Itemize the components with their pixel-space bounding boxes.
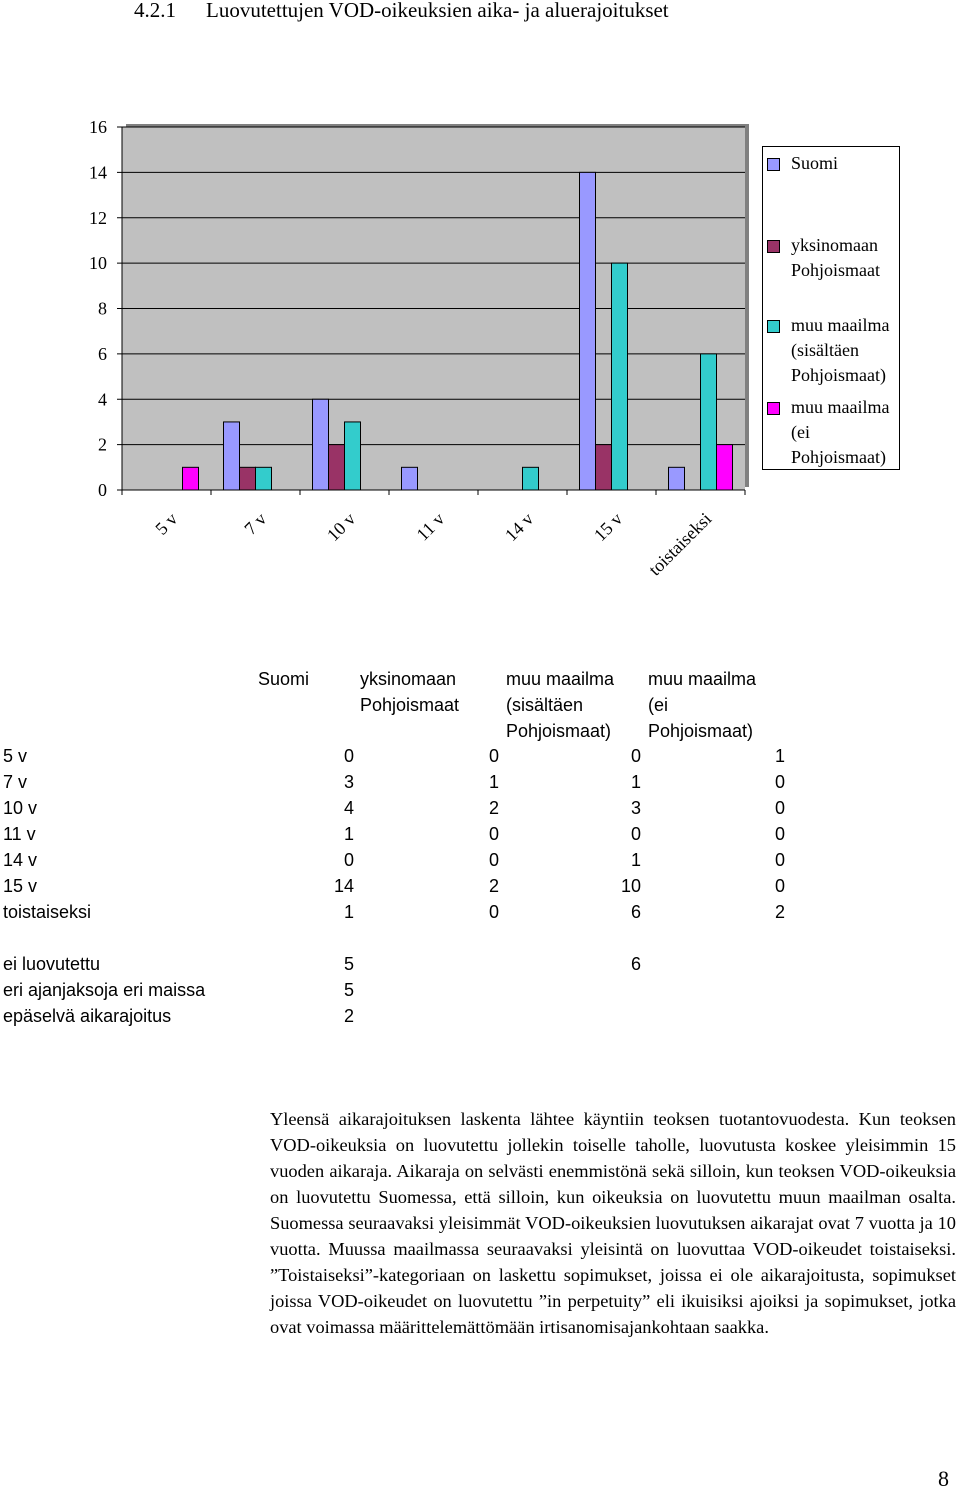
table-cell: 0 bbox=[488, 850, 499, 870]
bar bbox=[345, 422, 361, 490]
bar bbox=[523, 467, 539, 490]
bar bbox=[669, 467, 685, 490]
bar bbox=[580, 172, 596, 490]
table-cell: 1 bbox=[630, 772, 641, 792]
table-cell: 3 bbox=[343, 772, 354, 792]
bar bbox=[717, 445, 733, 490]
legend-label-line: Suomi bbox=[791, 153, 839, 173]
table-cell: 0 bbox=[488, 902, 499, 922]
column-header: muu maailma bbox=[506, 669, 615, 689]
bar bbox=[612, 263, 628, 490]
legend-label bbox=[791, 395, 901, 470]
table-cell: 2 bbox=[343, 1006, 354, 1026]
table-cell: 0 bbox=[774, 798, 785, 818]
column-header: Pohjoismaat) bbox=[506, 721, 612, 741]
y-tick-label: 14 bbox=[89, 162, 107, 183]
column-header: muu maailma bbox=[648, 669, 757, 689]
legend-label bbox=[791, 313, 901, 388]
column-header: Suomi bbox=[258, 669, 310, 689]
y-tick-label: 10 bbox=[89, 253, 107, 274]
table-cell: 0 bbox=[630, 746, 641, 766]
legend-label bbox=[791, 233, 901, 283]
table-cell: 0 bbox=[343, 746, 354, 766]
table-cell: 0 bbox=[774, 850, 785, 870]
legend-label-line: muu maailma bbox=[791, 397, 890, 417]
legend-label-line: (ei bbox=[791, 422, 810, 442]
table-cell: 1 bbox=[488, 772, 499, 792]
table-cell: 0 bbox=[488, 824, 499, 844]
y-tick-label: 16 bbox=[89, 117, 107, 137]
row-label: 11 v bbox=[3, 824, 36, 844]
column-header: yksinomaan bbox=[360, 669, 457, 689]
table-cell: 5 bbox=[343, 954, 354, 974]
x-tick-label: 7 v bbox=[240, 508, 271, 539]
legend-swatch bbox=[767, 240, 780, 253]
bar bbox=[224, 422, 240, 490]
y-tick-label: 2 bbox=[98, 434, 107, 455]
table-cell: 6 bbox=[630, 954, 641, 974]
table-cell: 0 bbox=[488, 746, 499, 766]
section-title: Luovutettujen VOD-oikeuksien aika- ja aluerajoitukset bbox=[206, 0, 669, 22]
x-tick-label: 10 v bbox=[322, 508, 360, 546]
row-label: epäselvä aikarajoitus bbox=[3, 1006, 172, 1026]
column-header: (sisältäen bbox=[506, 695, 584, 715]
legend-label-line: muu maailma bbox=[791, 315, 890, 335]
x-tick-label: toistaiseksi bbox=[644, 508, 716, 580]
table-cell: 2 bbox=[488, 798, 499, 818]
chart-legend bbox=[762, 146, 900, 470]
column-header: Pohjoismaat) bbox=[648, 721, 754, 741]
row-label: 10 v bbox=[3, 798, 38, 818]
legend-label-line: Pohjoismaat bbox=[791, 260, 880, 280]
bar bbox=[240, 467, 256, 490]
table-cell: 3 bbox=[630, 798, 641, 818]
legend-label-line: Pohjoismaat) bbox=[791, 447, 886, 467]
table-cell: 0 bbox=[774, 824, 785, 844]
row-label: 14 v bbox=[3, 850, 38, 870]
x-tick-label: 15 v bbox=[589, 508, 627, 546]
row-label: 5 v bbox=[3, 746, 28, 766]
table-cell: 1 bbox=[343, 824, 354, 844]
table-cell: 1 bbox=[774, 746, 785, 766]
bar bbox=[256, 467, 272, 490]
table-cell: 5 bbox=[343, 980, 354, 1000]
y-tick-label: 8 bbox=[98, 298, 107, 319]
x-tick-label: 14 v bbox=[500, 508, 538, 546]
y-tick-label: 0 bbox=[98, 480, 107, 500]
table-cell: 4 bbox=[343, 798, 354, 818]
column-header: Pohjoismaat bbox=[360, 695, 460, 715]
table-cell: 10 bbox=[620, 876, 641, 896]
table-cell: 1 bbox=[630, 850, 641, 870]
legend-swatch bbox=[767, 402, 780, 415]
body-paragraph: Yleensä aikarajoituksen laskenta lähtee käyntiin teoksen tuotantovuodesta. Kun teoksen VOD-oikeuksia on luovutettu jollekin toiselle taholle, luovutusta koskee yleisimmin 15 vuoden aikaraja. Aikaraja on selvästi enemmistönä sekä silloin, kun teoksen VOD-oikeuksia on luovutettu Suomessa, että silloin, kun oikeuksia on luovutettu muun maailman osalta. Suomessa seuraavaksi yleisimmät VOD-oikeuksien luovutuksen aikarajat ovat 7 vuotta ja 10 vuotta. Muussa maailmassa seuraavaksi yleisintä on luovuttaa VOD-oikeudet toistaiseksi. ”Toistaiseksi”-kategoriaan on laskettu sopimukset, joissa ei ole aikarajoitusta, sopimukset joissa VOD-oikeudet on luovutettu ”in perpetuity” eli ikuisiksi ajoiksi ja sopimukset, jotka ovat voimassa määrittelemättömään irtisanomisajankohtaan saakka. bbox=[270, 1109, 956, 1337]
legend-swatch bbox=[767, 158, 780, 171]
x-tick-label: 11 v bbox=[412, 508, 449, 545]
legend-label-line: Pohjoismaat) bbox=[791, 365, 886, 385]
table-cell: 2 bbox=[488, 876, 499, 896]
table-cell: 6 bbox=[630, 902, 641, 922]
table-cell: 2 bbox=[774, 902, 785, 922]
row-label: 7 v bbox=[3, 772, 28, 792]
table-cell: 0 bbox=[774, 876, 785, 896]
section-number: 4.2.1 bbox=[134, 0, 176, 22]
column-header: (ei bbox=[648, 695, 669, 715]
page-number: 8 bbox=[938, 1466, 949, 1491]
legend-swatch bbox=[767, 320, 780, 333]
x-tick-label: 5 v bbox=[151, 508, 182, 539]
table-cell: 1 bbox=[343, 902, 354, 922]
y-tick-label: 6 bbox=[98, 343, 107, 364]
bar bbox=[701, 354, 717, 490]
bar bbox=[329, 445, 345, 490]
bar bbox=[313, 399, 329, 490]
bar bbox=[596, 445, 612, 490]
row-label: ei luovutettu bbox=[3, 954, 101, 974]
legend-label-line: (sisältäen bbox=[791, 340, 859, 360]
legend-label bbox=[791, 151, 901, 176]
y-tick-label: 4 bbox=[98, 389, 107, 410]
bar bbox=[402, 467, 418, 490]
table-cell: 0 bbox=[343, 850, 354, 870]
legend-label-line: yksinomaan bbox=[791, 235, 878, 255]
table-cell: 0 bbox=[630, 824, 641, 844]
y-tick-label: 12 bbox=[89, 207, 107, 228]
table-cell: 14 bbox=[333, 876, 354, 896]
row-label: eri ajanjaksoja eri maissa bbox=[3, 980, 206, 1000]
bar bbox=[183, 467, 199, 490]
row-label: 15 v bbox=[3, 876, 38, 896]
row-label: toistaiseksi bbox=[3, 902, 92, 922]
table-cell: 0 bbox=[774, 772, 785, 792]
